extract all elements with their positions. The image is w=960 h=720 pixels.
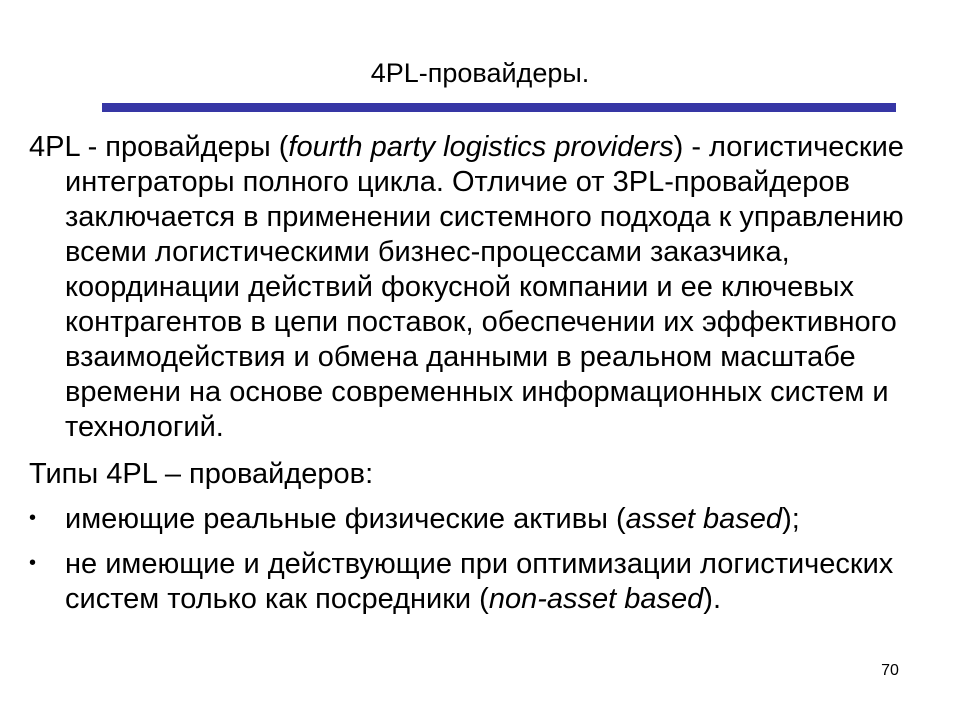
slide-title: 4PL-провайдеры.: [370, 58, 590, 88]
definition-paragraph: [29, 130, 919, 445]
bullet-item-asset-based: [29, 502, 919, 537]
bullet-italic-term: non-asset based: [488, 583, 704, 615]
slide-content: [29, 130, 919, 627]
page-number: 70: [881, 662, 899, 679]
bullet-italic-term: asset based: [625, 503, 783, 535]
definition-english-term: fourth party logistics providers: [288, 131, 674, 163]
types-heading: Типы 4PL – провайдеров:: [29, 458, 374, 490]
bullet-text-end: );: [782, 503, 800, 535]
bullet-icon: •: [29, 507, 37, 529]
bullet-text-end: ).: [703, 583, 721, 615]
bullet-text: имеющие реальные физические активы (: [65, 503, 626, 535]
bullet-text: не имеющие и действующие при оптимизации логистических систем только как посредники (: [65, 548, 894, 615]
definition-term: 4PL - провайдеры (: [29, 131, 289, 163]
definition-text: ) - логистические интеграторы полного цикла. Отличие от 3PL-провайдеров заключается в применении системного подхода к управлению всеми логистическими бизнес-процессами заказчика, координации действий фокусной компании и ее ключевых контрагентов в цепи поставок, обеспечении их эффективного взаимодействия и обмена данными в реальном масштабе времени на основе современных информационных систем и технологий.: [65, 131, 904, 443]
title-divider: [102, 103, 896, 112]
bullet-item-non-asset-based: [29, 547, 919, 617]
bullet-icon: •: [29, 552, 37, 574]
